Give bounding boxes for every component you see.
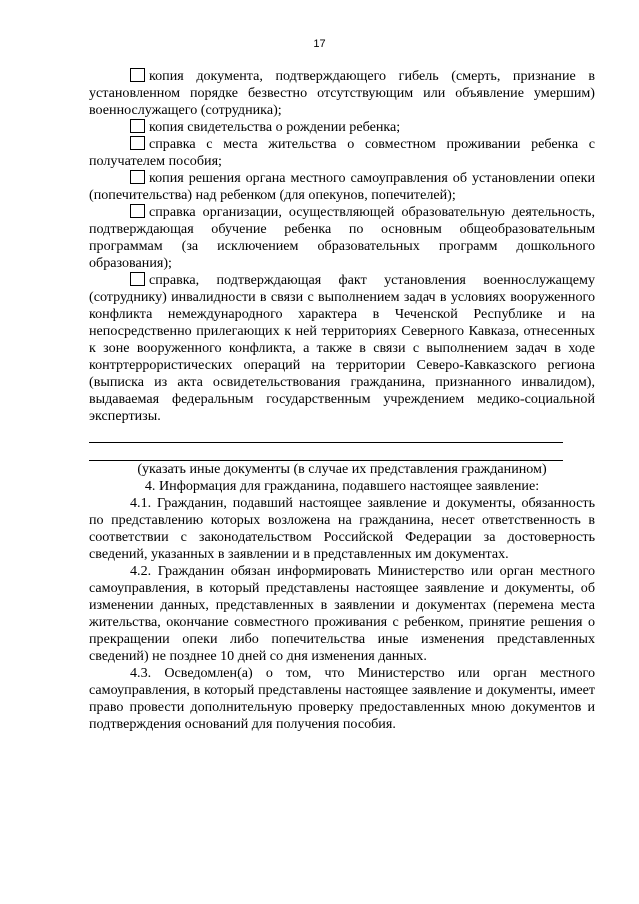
checklist-item bbox=[89, 119, 595, 136]
other-documents-line-1[interactable] bbox=[89, 425, 563, 443]
checkbox[interactable] bbox=[130, 119, 145, 133]
checklist-item bbox=[89, 68, 595, 119]
section-4-item: 4.3. Осведомлен(а) о том, что Министерство или орган местного самоуправления, в который представлены настоящее заявление и документы, имеет право провести дополнительную проверку предоставленных мною документов и подтверждения оснований для получения пособия. bbox=[89, 665, 595, 732]
checkbox[interactable] bbox=[130, 136, 145, 150]
other-documents-line-2[interactable] bbox=[89, 443, 563, 461]
page-number: 17 bbox=[313, 38, 326, 50]
checklist-item-text: справка, подтверждающая факт установления военнослужащему (сотруднику) инвалидности в связи с выполнением задач в условиях вооруженного конфликта немеждународного характера в Чеченской Республике и на непосредственно прилегающих к ней территориях Северного Кавказа, отнесенных к зоне вооруженного конфликта, а также в связи с выполнением задач в ходе контртеррористических операций на территории Северо-Кавказского региона (выписка из акта освидетельствования гражданина, признанного инвалидом), выдаваемая федеральным государственным учреждением медико-социальной экспертизы. bbox=[89, 272, 595, 424]
checkbox[interactable] bbox=[130, 272, 145, 286]
checklist-item bbox=[89, 136, 595, 170]
checklist-item-text: копия решения органа местного самоуправления об установлении опеки (попечительства) над ребенком (для опекунов, попечителей); bbox=[89, 170, 595, 203]
checkbox[interactable] bbox=[130, 204, 145, 218]
checkbox[interactable] bbox=[130, 68, 145, 82]
checklist-item-text: справка с места жительства о совместном проживании ребенка с получателем пособия; bbox=[89, 136, 595, 169]
checklist-item-text: справка организации, осуществляющей образовательную деятельность, подтверждающая обучение ребенка по основным общеобразовательным программам (за исключением образовательных программ дошкольного образования); bbox=[89, 204, 595, 271]
checklist-item-text: копия документа, подтверждающего гибель (смерть, признание в установленном порядке безвестно отсутствующим или объявление умершим) военнослужащего (сотрудника); bbox=[89, 68, 595, 118]
checklist-item bbox=[89, 204, 595, 272]
section-4-item: 4.1. Гражданин, подавший настоящее заявление и документы, обязанность по представлению которых возложена на гражданина, несет ответственность в соответствии с законодательством Российской Федерации за достоверность сведений, указанных в заявлении и в представленных им документах. bbox=[89, 495, 595, 562]
checklist-item bbox=[89, 272, 595, 425]
section-4-heading: 4. Информация для гражданина, подавшего настоящее заявление: bbox=[144, 478, 540, 494]
other-documents-caption: (указать иные документы (в случае их представления гражданином) bbox=[137, 461, 547, 477]
checklist-item-text: копия свидетельства о рождении ребенка; bbox=[149, 119, 401, 135]
document-body bbox=[89, 68, 595, 733]
checkbox[interactable] bbox=[130, 170, 145, 184]
section-4-item: 4.2. Гражданин обязан информировать Министерство или орган местного самоуправления, в который представлены настоящее заявление и документы, об изменении данных, представленных в заявлении и документах (перемена места жительства, окончание совместного проживания с ребенком, принятие решения о прекращении опеки либо попечительства иные изменения представленных сведений) не позднее 10 дней со дня изменения данных. bbox=[89, 563, 595, 664]
checklist-item bbox=[89, 170, 595, 204]
